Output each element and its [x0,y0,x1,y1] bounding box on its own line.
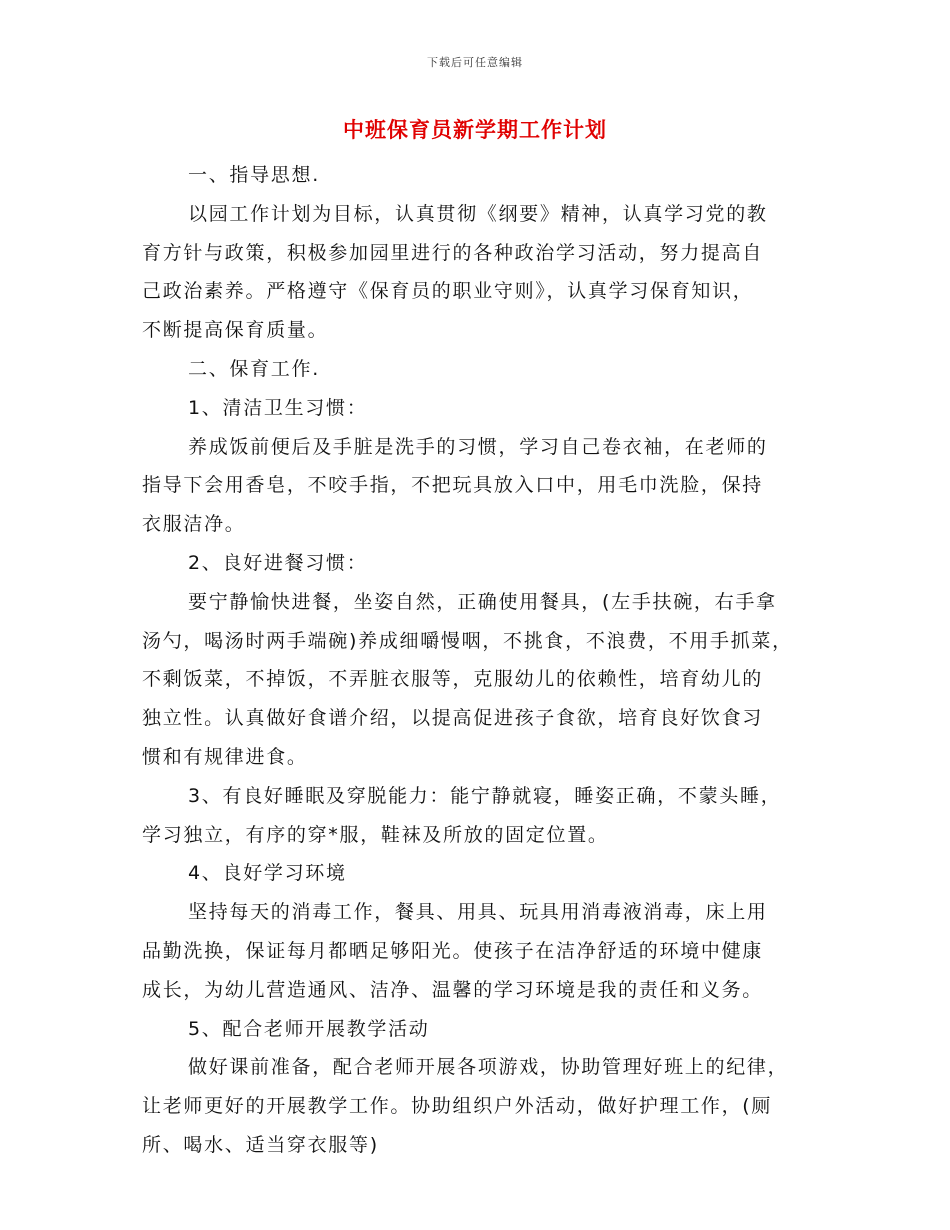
document-title: 中班保育员新学期工作计划 [343,118,607,142]
text-line: 让老师更好的开展教学工作。协助组织户外活动，做好护理工作，(厕 [142,1095,773,1118]
header-note: 下载后可任意编辑 [427,56,523,69]
text-line: 指导下会用香皂，不咬手指，不把玩具放入口中，用毛巾洗脸，保持 [142,474,764,497]
text-line: 要宁静愉快进餐，坐姿自然，正确使用餐具，(左手扶碗，右手拿 [188,590,777,613]
text-line: 品勤洗换，保证每月都晒足够阳光。使孩子在洁净舒适的环境中健康 [142,939,764,962]
text-line: 2、良好进餐习惯： [188,551,368,574]
text-line: 5、配合老师开展教学活动 [188,1017,430,1040]
text-line: 4、良好学习环境 [188,862,347,885]
text-line: 坚持每天的消毒工作，餐具、用具、玩具用消毒液消毒，床上用 [188,901,768,924]
text-line: 养成饭前便后及手脏是洗手的习惯，学习自己卷衣袖，在老师的 [188,435,768,458]
text-line: 惯和有规律进食。 [142,745,308,768]
text-line: 成长，为幼儿营造通风、洁净、温馨的学习环境是我的责任和义务。 [142,978,764,1001]
text-line: 不剩饭菜，不掉饭，不弄脏衣服等，克服幼儿的依赖性，培育幼儿的 [142,668,764,691]
text-line: 己政治素养。严格遵守《保育员的职业守则》，认真学习保育知识， [142,280,754,303]
text-line: 1、清洁卫生习惯： [188,396,368,419]
text-line: 独立性。认真做好食谱介绍，以提高促进孩子食欲，培育良好饮食习 [142,707,764,730]
text-line: 衣服洁净。 [142,513,246,536]
text-line: 一、指导思想. [188,164,320,186]
text-line: 3、有良好睡眠及穿脱能力：能宁静就寝，睡姿正确，不蒙头睡， [188,784,782,807]
text-line: 育方针与政策，积极参加园里进行的各种政治学习活动，努力提高自 [142,241,764,264]
text-line: 二、保育工作. [188,357,320,380]
text-line: 以园工作计划为目标，认真贯彻《纲要》精神，认真学习党的教 [188,202,768,225]
document-body [142,156,818,1165]
text-line: 做好课前准备，配合老师开展各项游戏，协助管理好班上的纪律， [188,1056,789,1079]
text-line: 学习独立，有序的穿*服，鞋袜及所放的固定位置。 [142,823,609,846]
text-line: 不断提高保育质量。 [142,319,329,342]
text-line: 所、喝水、适当穿衣服等) [142,1133,379,1156]
text-line: 汤勺，喝汤时两手端碗)养成细嚼慢咽，不挑食，不浪费，不用手抓菜， [142,629,793,652]
